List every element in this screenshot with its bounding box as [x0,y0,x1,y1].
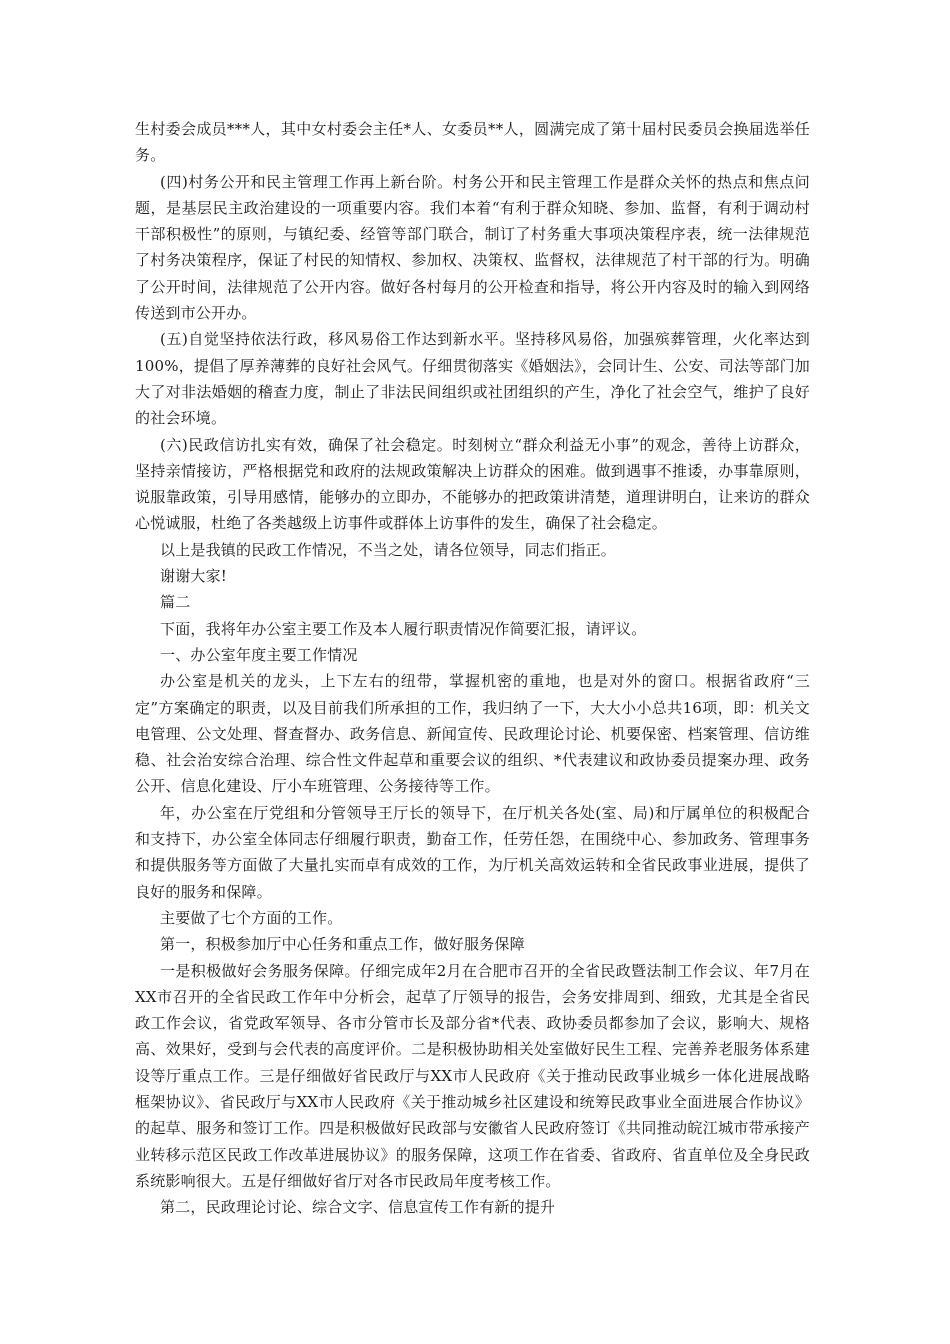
paragraph-village-affairs-openness: (四)村务公开和民主管理工作再上新台阶。村务公开和民主管理工作是群众关怀的热点和焦点问题，是基层民主政治建设的一项重要内容。我们本着“有利于群众知晓、参加、监督，有利于调动村干部积极性”的原则，与镇纪委、经管等部门联合，制订了村务重大事项决策程序表，统一法律规范了村务决策程序，保证了村民的知情权、参加权、决策权、监督权，法律规范了村干部的行为。明确了公开时间，法律规范了公开内容。做好各村每月的公开检查和指导，将公开内容及时的输入到网络传送到市公开办。 [135,172,810,323]
paragraph-petition-work: (六)民政信访扎实有效，确保了社会稳定。时刻树立“群众利益无小事”的观念，善待上访群众，坚持亲情接访，严格根据党和政府的法规政策解决上访群众的困难。做到遇事不推诿，办事靠原则，说服靠政策，引导用感情，能够办的立即办，不能够办的把政策讲清楚，道理讲明白，让来访的群众心悦诚服，杜绝了各类越级上访事件或群体上访事件的发生，确保了社会稳定。 [135,435,810,533]
paragraph-continuation: 生村委会成员***人，其中女村委会主任*人、女委员**人，圆满完成了第十届村民委员会换届选举任务。 [135,120,810,165]
document-body [135,116,810,1220]
subheading-second-aspect: 第二，民政理论讨论、综合文字、信息宣传工作有新的提升 [160,1198,556,1217]
section-heading-part-two: 篇二 [160,593,191,612]
paragraph-office-duties: 办公室是机关的龙头，上下左右的纽带，掌握机密的重地，也是对外的窗口。根据省政府“三定”方案确定的职责，以及目前我们所承担的工作，我归纳了一下，大大小小总共16项，即：机关文电管理、公文处理、督查督办、政务信息、新闻宣传、民政理论讨论、机要保密、档案管理、信访维稳、社会治安综合治理、综合性文件起草和重要会议的组织、*代表建议和政协委员提案办理、政务公开、信息化建设、厅小车班管理、公务接待等工作。 [135,672,810,796]
paragraph-closing-remarks: 以上是我镇的民政工作情况，不当之处，请各位领导，同志们指正。 [160,540,617,559]
paragraph-office-overview: 年，办公室在厅党组和分管领导王厅长的领导下，在厅机关各处(室、局)和厅属单位的积极配合和支持下，办公室全体同志仔细履行职责，勤奋工作，任劳任怨，在围绕中心、参加政务、管理事务和提供服务等方面做了大量扎实而卓有成效的工作，为厅机关高效运转和全省民政事业进展，提供了良好的服务和保障。 [135,803,810,901]
paragraph-thanks: 谢谢大家! [160,567,228,586]
paragraph-administration-by-law: (五)自觉坚持依法行政，移风易俗工作达到新水平。坚持移风易俗，加强殡葬管理，火化率达到100%，提倡了厚养薄葬的良好社会风气。仔细贯彻落实《婚姻法》，会同计生、公安、司法等部门加大了对非法婚姻的稽查力度，制止了非法民间组织或社团组织的产生，净化了社会空气，维护了良好的社会环境。 [135,330,810,428]
paragraph-seven-aspects: 主要做了七个方面的工作。 [160,908,343,927]
paragraph-meeting-services: 一是积极做好会务服务保障。仔细完成年2月在合肥市召开的全省民政暨法制工作会议、年7月在XX市召开的全省民政工作年中分析会，起草了厅领导的报告，会务安排周到、细致，尤其是全省民政工作会议，省党政军领导、各市分管市长及部分省*代表、政协委员都参加了会议，影响大、规格高、效果好，受到与会代表的高度评价。二是积极协助相关处室做好民生工程、完善养老服务体系建设等厅重点工作。三是仔细做好省民政厅与XX市人民政府《关于推动民政事业城乡一体化进展战略框架协议》、省民政厅与XX市人民政府《关于推动城乡社区建设和统筹民政事业全面进展合作协议》的起草、服务和签订工作。四是积极做好民政部与安徽省人民政府签订《共同推动皖江城市带承接产业转移示范区民政工作改革进展协议》的服务保障，这项工作在省委、省政府、省直单位及全身民政系统影响很大。五是仔细做好省厅对各市民政局年度考核工作。 [135,961,810,1190]
section-heading-office-annual-work: 一、办公室年度主要工作情况 [160,645,358,664]
subheading-first-aspect: 第一，积极参加厅中心任务和重点工作，做好服务保障 [160,935,525,954]
paragraph-report-intro: 下面，我将年办公室主要工作及本人履行职责情况作简要汇报，请评议。 [160,619,647,638]
